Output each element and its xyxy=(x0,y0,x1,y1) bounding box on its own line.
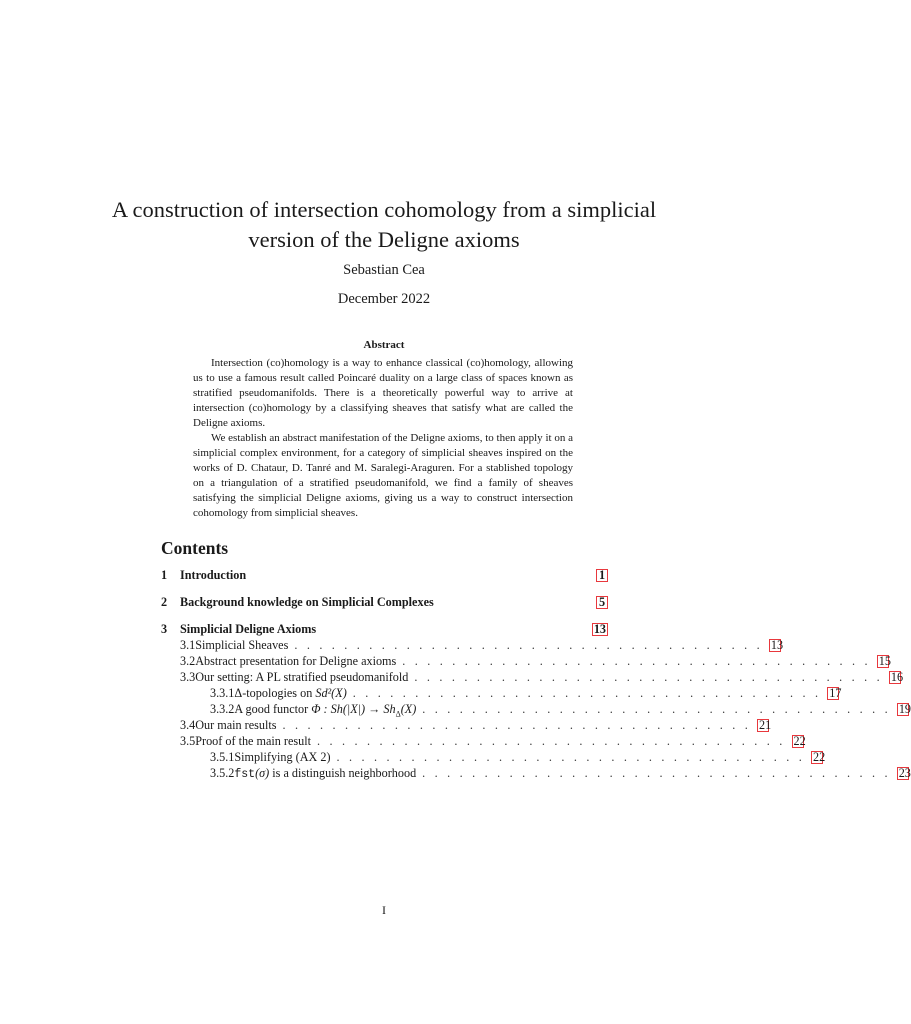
toc-page-link[interactable]: 21 xyxy=(759,718,772,732)
toc-page-link[interactable]: 22 xyxy=(813,750,826,764)
toc-page-link[interactable]: 23 xyxy=(898,766,911,780)
toc-page-link[interactable]: 1 xyxy=(596,569,608,582)
toc-entry-introduction[interactable] xyxy=(161,568,608,584)
toc-page-link[interactable]: 13 xyxy=(593,622,606,636)
toc-page-link[interactable]: 15 xyxy=(878,654,891,668)
abstract-paragraph: Intersection (co)homology is a way to enhance classical (co)homology, allowing us to use a famous result called Poincaré duality on a large class of spaces known as stratified pseudomanifolds. There is a theoretically powerful way to arrive at intersection (co)homology by a classifying sheaves that satisfy what are called the Deligne axioms. xyxy=(193,357,573,429)
toc-label: Introduction xyxy=(180,568,247,582)
toc-label: Simplicial Sheaves xyxy=(195,638,289,652)
page-number: I xyxy=(382,903,386,917)
toc-label: A good functor Φ : $Sh(|X|) \to Sh_\Delta(X)$ xyxy=(234,702,417,719)
toc-page-link[interactable]: 13 xyxy=(770,638,784,652)
toc-number: 3.1 xyxy=(180,638,196,652)
toc-page-link[interactable]: 22 xyxy=(793,734,806,748)
toc-entry-simplicial-sheaves[interactable]: 3.1 Simplicial Sheaves . . . . . . . . . . . . . . . . . . . . . . . . . . . . . . . . . . . . . . 13 xyxy=(180,638,784,652)
toc-label: Our main results xyxy=(195,718,277,732)
toc-page-link[interactable]: 19 xyxy=(898,702,911,716)
toc-entry-distinguish-neighborhood[interactable]: 3.5.2 fst(σ) is a distinguish neighborhood . . . . . . . . . . . . . . . . . . . . . . . . . . . . . . . . . . . . . . 23 xyxy=(210,766,911,781)
toc-entry-our-setting[interactable]: 3.3 Our setting: A PL stratified pseudomanifold . . . . . . . . . . . . . . . . . . . . . . . . . . . . . . . . . . . . . . 16 xyxy=(180,670,904,684)
toc-number: 3.3.1 xyxy=(210,686,235,700)
toc-label: fst(σ) is a distinguish neighborhood xyxy=(234,766,417,781)
toc-label: Δ-topologies on Sd²(X) xyxy=(234,686,347,700)
toc-label: Proof of the main result xyxy=(195,734,311,748)
toc-entry-proof-main-result[interactable]: 3.5 Proof of the main result . . . . . . . . . . . . . . . . . . . . . . . . . . . . . . . . . . . . . . 22 xyxy=(180,734,806,748)
toc-number: 3.3 xyxy=(180,670,196,684)
toc-label: Simplicial Deligne Axioms xyxy=(180,622,317,636)
toc-entry-good-functor[interactable]: 3.3.2 A good functor Φ : $Sh(|X|) \to Sh_\Delta(X)$ . . . . . . . . . . . . . . . . . . . . . . . . . . . . . . . . . . . . . . 19 xyxy=(210,702,911,719)
abstract-paragraph: We establish an abstract manifestation of the Deligne axioms, to then apply it on a simplicial complex environment, for a category of simplicial sheaves inspired on the works of D. Chataur, D. Tanré and M. Saralegi-Araguren. For a stablished topology on a triangulation of a stratified pseudomanifold, we find a family of sheaves satisfying the simplicial Deligne axioms, giving us a way to construct intersection cohomology from simplicial sheaves. xyxy=(193,432,573,519)
toc-number: 3.5 xyxy=(180,734,196,748)
toc-page-link[interactable]: 5 xyxy=(596,596,608,609)
abstract-body xyxy=(193,356,573,521)
contents-heading: Contents xyxy=(161,538,229,558)
toc-page-link[interactable]: 17 xyxy=(829,686,842,700)
toc-number: 3.3.2 xyxy=(210,702,235,716)
toc-label: Simplifying (AX 2) xyxy=(234,750,331,764)
toc-number: 3.2 xyxy=(180,654,196,668)
publication-date: December 2022 xyxy=(337,291,431,307)
paper-title: A construction of intersection cohomology from a simplicial version of the Deligne axioms xyxy=(111,197,657,252)
toc-number: 3.5.1 xyxy=(210,750,235,764)
toc-number: 2 xyxy=(161,595,168,609)
author-name: Sebastian Cea xyxy=(343,262,425,278)
toc-label: Our setting: A PL stratified pseudomanifold xyxy=(195,670,409,684)
toc-number: 3 xyxy=(161,622,168,636)
toc-page-link[interactable]: 16 xyxy=(890,670,904,684)
toc-number: 3.5.2 xyxy=(210,766,235,780)
toc-number: 3.4 xyxy=(180,718,196,732)
toc-number: 1 xyxy=(161,568,168,582)
toc-entry-main-results[interactable]: 3.4 Our main results . . . . . . . . . . . . . . . . . . . . . . . . . . . . . . . . . . . . . . 21 xyxy=(180,718,772,732)
toc-entry-simplifying-ax2[interactable]: 3.5.1 Simplifying (AX 2) . . . . . . . . . . . . . . . . . . . . . . . . . . . . . . . . . . . . . . 22 xyxy=(210,750,826,764)
toc-entry-abstract-presentation[interactable]: 3.2 Abstract presentation for Deligne axioms . . . . . . . . . . . . . . . . . . . . . . . . . . . . . . . . . . . . . . 15 xyxy=(180,654,891,668)
toc-label: Background knowledge on Simplicial Complexes xyxy=(180,595,434,609)
abstract-heading: Abstract xyxy=(363,339,405,351)
toc-label: Abstract presentation for Deligne axioms xyxy=(195,654,397,668)
toc-entry-simplicial-deligne-axioms[interactable] xyxy=(161,622,608,638)
toc-entry-background[interactable] xyxy=(161,595,608,611)
toc-entry-delta-topologies[interactable]: 3.3.1 Δ-topologies on Sd²(X) . . . . . . . . . . . . . . . . . . . . . . . . . . . . . . . . . . . . . . 17 xyxy=(210,686,842,700)
